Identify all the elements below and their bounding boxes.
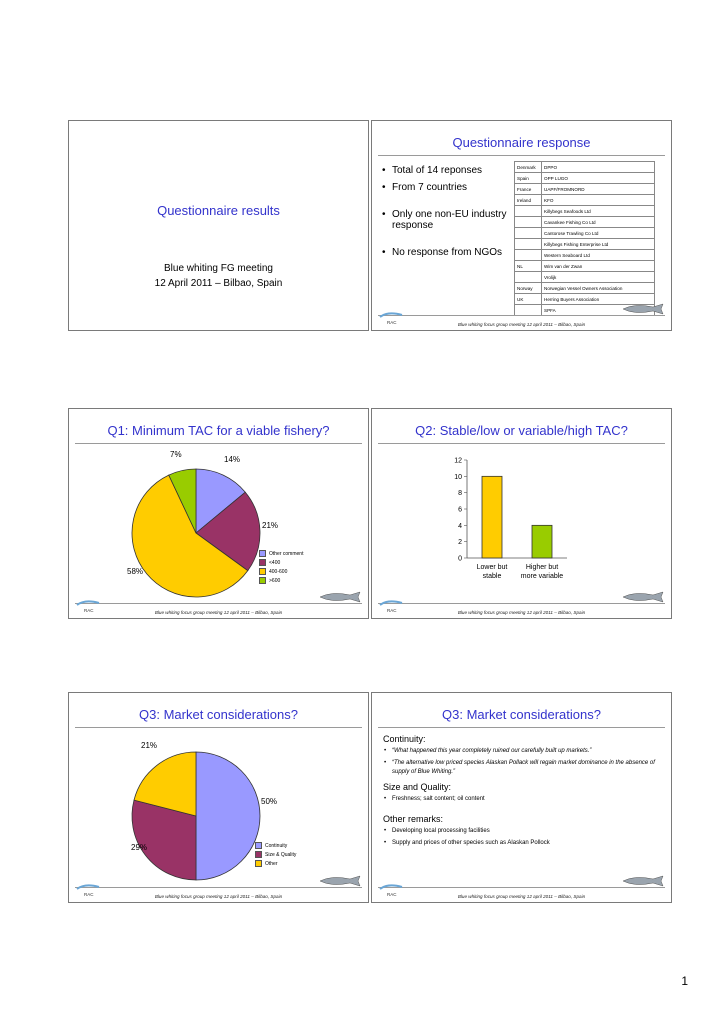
list-item: • Supply and prices of other species such as Alaskan Pollock (383, 839, 663, 848)
table-row (515, 217, 655, 228)
table-row (515, 272, 655, 283)
footer-divider (378, 315, 665, 316)
pie-label: 21% (262, 521, 279, 530)
bullet-item: • From 7 countries (382, 182, 512, 193)
legend-item (259, 567, 303, 576)
slide-title: Questionnaire results (157, 203, 280, 218)
slide-title: Q1: Minimum TAC for a viable fishery? (107, 423, 330, 438)
legend-label: Other comment (269, 550, 304, 557)
y-tick-label: 10 (454, 473, 462, 481)
legend-swatch (259, 568, 266, 575)
slide-title: Questionnaire response (452, 135, 591, 150)
footer-text: Blue whiting focus group meeting 12 april 2011 – Bilbao, Spain (457, 322, 586, 327)
title-divider (378, 155, 665, 156)
organisation-cell: OPP LUGO (542, 173, 655, 184)
legend-item (259, 558, 303, 567)
response-bullets (382, 165, 512, 258)
slide-q3-text (371, 692, 672, 903)
meeting-name: Blue whiting FG meeting (164, 263, 273, 274)
legend-label: Continuity (265, 842, 288, 849)
logo-text: RAC (387, 608, 397, 613)
pie-label: 7% (170, 450, 182, 459)
table-row (515, 283, 655, 294)
organisation-cell: Cavankee Fishing Co Ltd (542, 217, 655, 228)
legend-label: 400-600 (269, 568, 288, 575)
country-cell (515, 272, 542, 283)
logo-text: RAC (387, 320, 397, 325)
organisation-cell: SPFA (542, 305, 655, 316)
y-tick-label: 2 (458, 539, 462, 547)
slide-q1 (68, 408, 369, 619)
table-row (515, 173, 655, 184)
pie-slice (196, 752, 260, 880)
bullet-item: • No response from NGOs (382, 247, 512, 258)
legend-label: Size & Quality (265, 851, 297, 858)
footer-divider (378, 603, 665, 604)
organisation-cell: KFO (542, 195, 655, 206)
country-cell (515, 228, 542, 239)
country-cell: Norway (515, 283, 542, 294)
q1-pie-chart (69, 409, 369, 619)
respondents-table (514, 161, 655, 316)
legend-item (255, 859, 296, 868)
footer-text: Blue whiting focus group meeting 12 april 2011 – Bilbao, Spain (154, 894, 283, 899)
country-cell: NL (515, 261, 542, 272)
pie-label: 29% (131, 843, 148, 852)
country-cell (515, 305, 542, 316)
country-cell (515, 206, 542, 217)
fish-icon (621, 303, 665, 315)
legend-swatch (259, 577, 266, 584)
table-row (515, 184, 655, 195)
q3-legend (255, 841, 296, 868)
country-cell: Spain (515, 173, 542, 184)
x-tick-label: Higher but (525, 564, 559, 571)
pie-label: 50% (261, 797, 278, 806)
section-heading: Size and Quality: (383, 782, 452, 792)
country-cell: Ireland (515, 195, 542, 206)
legend-label: Other (265, 860, 278, 867)
logo-text: RAC (84, 608, 94, 613)
slide-q2 (371, 408, 672, 619)
bullet-item: • Total of 14 reponses (382, 165, 512, 176)
organisation-cell: Wim van der Zwan (542, 261, 655, 272)
legend-item (255, 850, 296, 859)
x-tick-label: more variable (520, 573, 564, 580)
bullet-item: • Only one non-EU industry response (382, 209, 512, 231)
fish-icon (621, 591, 665, 603)
list-item: • Developing local processing facilities (383, 827, 663, 836)
slide-questionnaire-response (371, 120, 672, 331)
footer-text: Blue whiting focus group meeting 12 april 2011 – Bilbao, Spain (154, 610, 283, 615)
legend-swatch (255, 851, 262, 858)
organisation-cell: UAPF/FROMNORD (542, 184, 655, 195)
page-number: 1 (681, 974, 688, 988)
meeting-date: 12 April 2011 – Bilbao, Spain (154, 278, 283, 289)
organisation-cell: Herring Buyers Association (542, 294, 655, 305)
legend-swatch (259, 559, 266, 566)
y-tick-label: 4 (458, 522, 462, 530)
footer-text: Blue whiting focus group meeting 12 april 2011 – Bilbao, Spain (457, 894, 586, 899)
x-tick-label: stable (482, 573, 502, 580)
table-row (515, 250, 655, 261)
list-item: • Freshness; salt content; oil content (383, 795, 663, 804)
table-row (515, 239, 655, 250)
x-tick-label: Lower but (476, 564, 508, 571)
footer-divider (378, 887, 665, 888)
legend-swatch (255, 842, 262, 849)
q3-pie-chart (69, 693, 369, 903)
legend-item (259, 549, 303, 558)
fish-icon (621, 875, 665, 887)
slide-title: Q3: Market considerations? (442, 707, 601, 722)
logo-text: RAC (84, 892, 94, 897)
table-row (515, 206, 655, 217)
logo-text: RAC (387, 892, 397, 897)
organisation-cell: DPPO (542, 162, 655, 173)
list-item: • “The alternative low priced species Alaskan Pollack will regain market dominance in the absence of supply of Blue Whiting.” (383, 759, 663, 777)
bar (532, 525, 552, 558)
legend-swatch (255, 860, 262, 867)
y-tick-label: 8 (458, 490, 462, 498)
slide-title-page (68, 120, 369, 331)
table-row (515, 261, 655, 272)
pie-label: 21% (141, 741, 158, 750)
fish-icon (318, 875, 362, 887)
organisation-cell: Norwegian Vessel Owners Association (542, 283, 655, 294)
size-list (383, 795, 663, 804)
y-tick-label: 6 (458, 506, 462, 514)
fish-icon (318, 591, 362, 603)
country-cell: Denmark (515, 162, 542, 173)
country-cell (515, 217, 542, 228)
legend-label: <400 (269, 559, 281, 566)
organisation-cell: Killybegs Seafoods Ltd (542, 206, 655, 217)
bar (482, 476, 502, 558)
section-heading: Continuity: (383, 734, 426, 744)
continuity-list (383, 747, 663, 777)
title-divider (378, 727, 665, 728)
q1-legend (259, 549, 303, 585)
table-row (515, 195, 655, 206)
slide-title: Q3: Market considerations? (139, 707, 298, 722)
legend-swatch (259, 550, 266, 557)
pie-label: 58% (127, 567, 144, 576)
slide-title: Q2: Stable/low or variable/high TAC? (415, 423, 628, 438)
q3-comments (383, 731, 663, 853)
country-cell: France (515, 184, 542, 195)
legend-label: >600 (269, 577, 281, 584)
country-cell: UK (515, 294, 542, 305)
footer-divider (75, 887, 362, 888)
section-heading: Other remarks: (383, 814, 444, 824)
y-tick-label: 0 (458, 555, 462, 563)
other-list (383, 827, 663, 848)
table-row (515, 228, 655, 239)
organisation-cell: Killybegs Fishing Enterprise Ltd (542, 239, 655, 250)
q2-bar-chart (372, 409, 672, 619)
y-tick-label: 12 (454, 457, 462, 465)
footer-text: Blue whiting focus group meeting 12 april 2011 – Bilbao, Spain (457, 610, 586, 615)
slide-q3-chart (68, 692, 369, 903)
pie-label: 14% (224, 455, 241, 464)
legend-item (255, 841, 296, 850)
organisation-cell: Cantorose Trawling Co Ltd (542, 228, 655, 239)
organisation-cell: Vrolijk (542, 272, 655, 283)
footer-divider (75, 603, 362, 604)
table-row (515, 162, 655, 173)
legend-item (259, 576, 303, 585)
organisation-cell: Western Seaboard Ltd (542, 250, 655, 261)
country-cell (515, 250, 542, 261)
country-cell (515, 239, 542, 250)
list-item: • “What happened this year completely ruined our carefully built up markets.” (383, 747, 663, 756)
